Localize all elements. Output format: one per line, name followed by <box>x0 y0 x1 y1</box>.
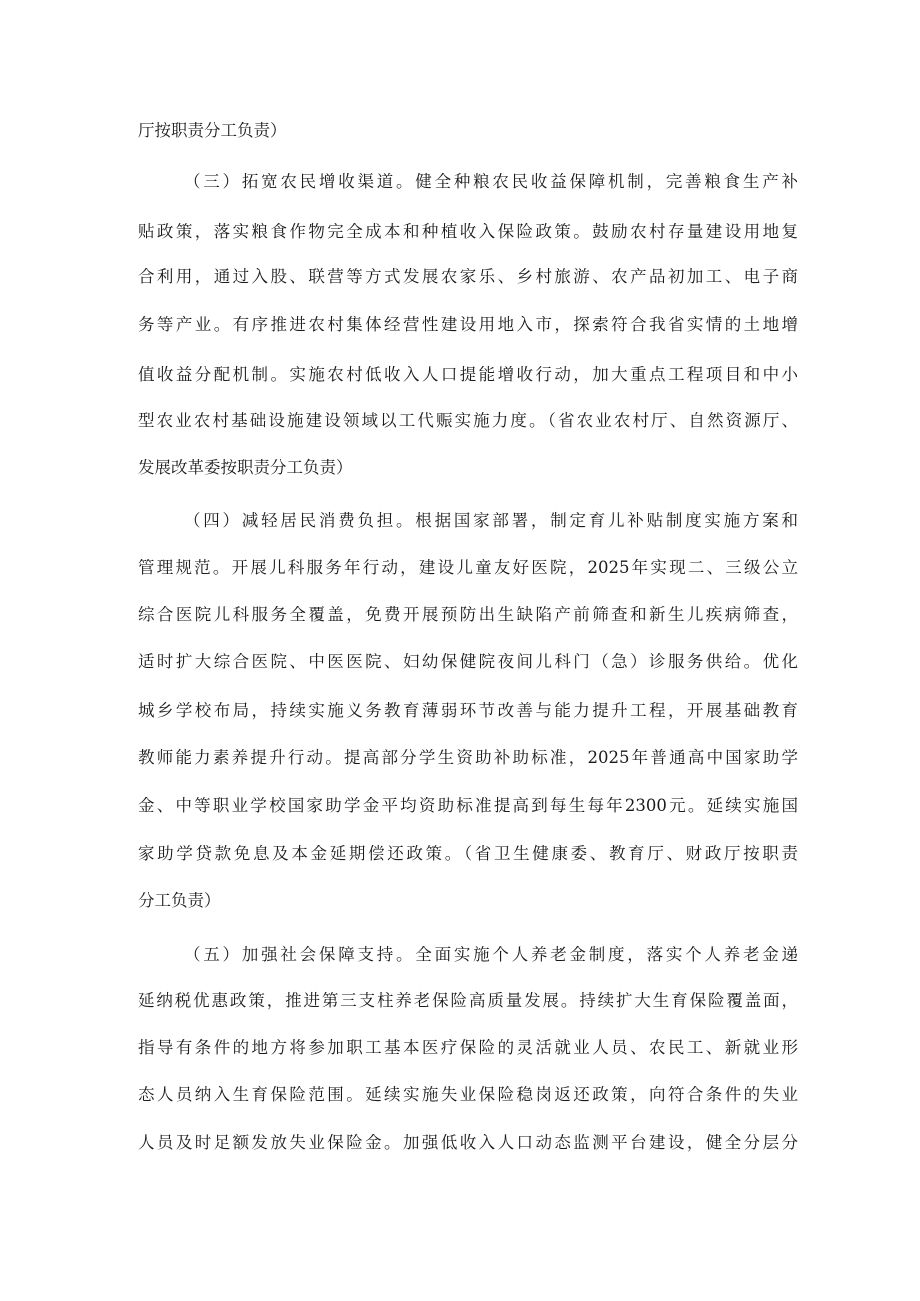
paragraph-heading-line: （四）减轻居民消费负担。根据国家部署，制定育儿补贴制度实施方案和 <box>184 511 798 530</box>
body-text-line: 延纳税优惠政策，推进第三支柱养老保险高质量发展。持续扩大生育保险覆盖面， <box>138 991 798 1010</box>
body-text-line: 指导有条件的地方将参加职工基本医疗保险的灵活就业人员、农民工、新就业形 <box>138 1038 798 1057</box>
body-text-line: 值收益分配机制。实施农村低收入人口提能增收行动，加大重点工程项目和中小 <box>138 365 798 384</box>
body-text-line: 合利用，通过入股、联营等方式发展农家乐、乡村旅游、农产品初加工、电子商 <box>138 267 798 286</box>
body-text-line: 厅按职责分工负责） <box>138 121 287 140</box>
body-text-line: 适时扩大综合医院、中医医院、妇幼保健院夜间儿科门（急）诊服务供给。优化 <box>138 652 798 671</box>
paragraph-heading-line: （三）拓宽农民增收渠道。健全种粮农民收益保障机制，完善粮食生产补 <box>184 172 798 191</box>
body-text-line: 人员及时足额发放失业保险金。加强低收入人口动态监测平台建设，健全分层分 <box>138 1133 798 1152</box>
body-text-line: 城乡学校布局，持续实施义务教育薄弱环节改善与能力提升工程，开展基础教育 <box>138 701 798 720</box>
body-text-line: 家助学贷款免息及本金延期偿还政策。（省卫生健康委、教育厅、财政厅按职责 <box>138 844 798 863</box>
body-text-line: 型农业农村基础设施建设领域以工代赈实施力度。（省农业农村厅、自然资源厅、 <box>138 411 798 430</box>
body-text-line: 态人员纳入生育保险范围。延续实施失业保险稳岗返还政策，向符合条件的失业 <box>138 1085 798 1104</box>
body-text-line: 务等产业。有序推进农村集体经营性建设用地入市，探索符合我省实情的土地增 <box>138 315 798 334</box>
body-text-line: 管理规范。开展儿科服务年行动，建设儿童友好医院，2025年实现二、三级公立 <box>138 558 798 577</box>
body-text-line: 贴政策，落实粮食作物完全成本和种植收入保险政策。鼓励农村存量建设用地复 <box>138 222 798 241</box>
body-text-line: 综合医院儿科服务全覆盖，免费开展预防出生缺陷产前筛查和新生儿疾病筛查， <box>138 605 798 624</box>
body-text-line: 发展改革委按职责分工负责） <box>138 458 353 477</box>
body-text-line: 金、中等职业学校国家助学金平均资助标准提高到每生每年2300元。延续实施国 <box>138 796 798 815</box>
paragraph-heading-line: （五）加强社会保障支持。全面实施个人养老金制度，落实个人养老金递 <box>184 945 798 964</box>
body-text-line: 教师能力素养提升行动。提高部分学生资助补助标准，2025年普通高中国家助学 <box>138 748 798 767</box>
body-text-line: 分工负责） <box>138 891 221 910</box>
